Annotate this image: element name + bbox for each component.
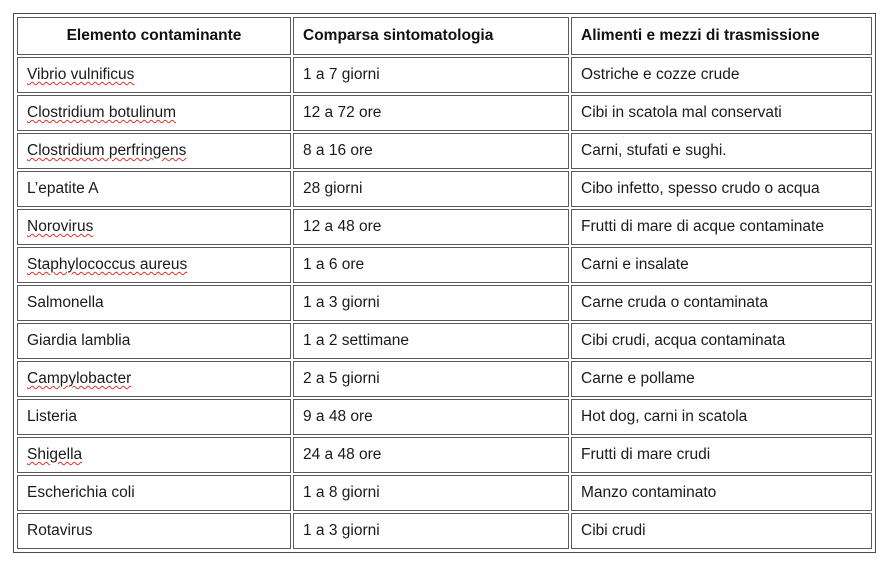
cell-foods-transmission: Ostriche e cozze crude (571, 57, 872, 93)
table-row (17, 247, 872, 283)
cell-contaminant (17, 95, 291, 131)
cell-contaminant (17, 399, 291, 435)
contaminant-name: Escherichia coli (27, 484, 135, 501)
table-row (17, 361, 872, 397)
contaminant-name: Listeria (27, 408, 77, 425)
contaminant-name: Clostridium perfringens (27, 142, 187, 159)
cell-contaminant (17, 285, 291, 321)
table-row (17, 133, 872, 169)
cell-contaminant (17, 361, 291, 397)
cell-foods-transmission: Cibi in scatola mal conservati (571, 95, 872, 131)
table-header-row (17, 17, 872, 55)
cell-foods-transmission: Manzo contaminato (571, 475, 872, 511)
cell-symptom-onset: 1 a 3 giorni (293, 285, 569, 321)
cell-contaminant (17, 513, 291, 549)
cell-contaminant (17, 171, 291, 207)
contaminant-name: Giardia lamblia (27, 332, 131, 349)
table-body (17, 57, 872, 549)
cell-foods-transmission: Cibi crudi, acqua contaminata (571, 323, 872, 359)
cell-symptom-onset: 12 a 72 ore (293, 95, 569, 131)
cell-foods-transmission: Carne e pollame (571, 361, 872, 397)
contaminant-name: Staphylococcus aureus (27, 256, 188, 273)
cell-symptom-onset: 9 a 48 ore (293, 399, 569, 435)
contaminant-name: Campylobacter (27, 370, 132, 387)
cell-symptom-onset: 1 a 2 settimane (293, 323, 569, 359)
contaminant-name: Shigella (27, 446, 83, 463)
cell-symptom-onset: 12 a 48 ore (293, 209, 569, 245)
cell-foods-transmission: Frutti di mare di acque contaminate (571, 209, 872, 245)
header-contaminant: Elemento contaminante (17, 17, 291, 55)
table-row (17, 437, 872, 473)
cell-foods-transmission: Cibo infetto, spesso crudo o acqua (571, 171, 872, 207)
contaminant-name: Rotavirus (27, 522, 93, 539)
cell-contaminant (17, 437, 291, 473)
cell-symptom-onset: 1 a 3 giorni (293, 513, 569, 549)
cell-foods-transmission: Carni e insalate (571, 247, 872, 283)
table-frame (13, 13, 876, 553)
table-row (17, 399, 872, 435)
cell-foods-transmission: Hot dog, carni in scatola (571, 399, 872, 435)
cell-foods-transmission: Carni, stufati e sughi. (571, 133, 872, 169)
cell-symptom-onset: 28 giorni (293, 171, 569, 207)
cell-foods-transmission: Carne cruda o contaminata (571, 285, 872, 321)
cell-symptom-onset: 8 a 16 ore (293, 133, 569, 169)
contaminant-name: L’epatite A (27, 180, 99, 197)
contaminants-table (15, 15, 874, 551)
table-row (17, 513, 872, 549)
cell-foods-transmission: Cibi crudi (571, 513, 872, 549)
table-row (17, 285, 872, 321)
contaminant-name: Salmonella (27, 294, 104, 311)
table-row (17, 57, 872, 93)
contaminant-name: Norovirus (27, 218, 94, 235)
cell-contaminant (17, 133, 291, 169)
table-row (17, 475, 872, 511)
table-row (17, 323, 872, 359)
cell-symptom-onset: 1 a 8 giorni (293, 475, 569, 511)
cell-contaminant (17, 209, 291, 245)
header-symptom-onset: Comparsa sintomatologia (293, 17, 569, 55)
cell-symptom-onset: 24 a 48 ore (293, 437, 569, 473)
header-foods-transmission: Alimenti e mezzi di trasmissione (571, 17, 872, 55)
cell-contaminant (17, 475, 291, 511)
cell-symptom-onset: 1 a 7 giorni (293, 57, 569, 93)
table-row (17, 171, 872, 207)
cell-contaminant (17, 323, 291, 359)
cell-contaminant (17, 57, 291, 93)
cell-foods-transmission: Frutti di mare crudi (571, 437, 872, 473)
contaminant-name: Clostridium botulinum (27, 104, 177, 121)
cell-symptom-onset: 1 a 6 ore (293, 247, 569, 283)
table-row (17, 95, 872, 131)
cell-contaminant (17, 247, 291, 283)
table-row (17, 209, 872, 245)
cell-symptom-onset: 2 a 5 giorni (293, 361, 569, 397)
contaminant-name: Vibrio vulnificus (27, 66, 135, 83)
